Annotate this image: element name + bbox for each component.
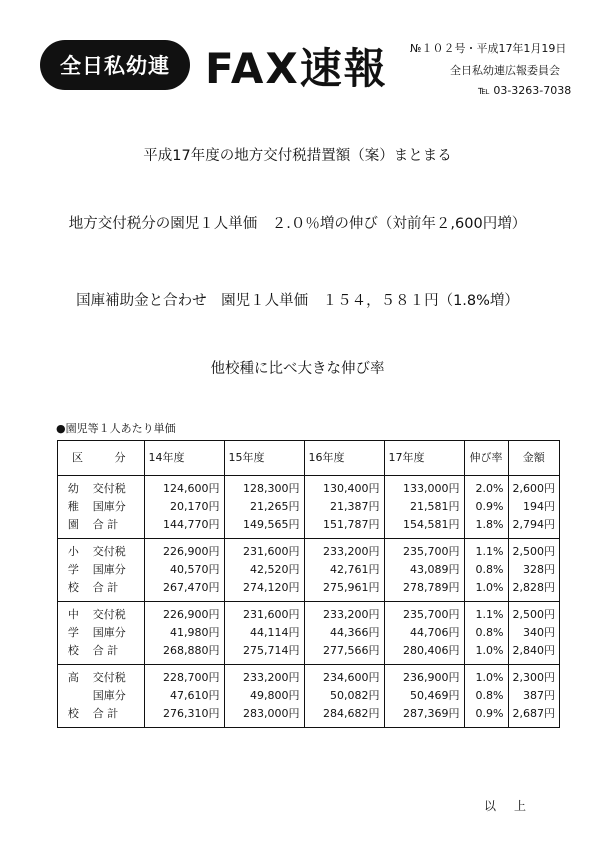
row-kind: 交付税 — [89, 539, 144, 562]
issue-line: №１０２号・平成17年1月19日 — [410, 42, 567, 55]
cell: 40,570円 — [144, 561, 224, 579]
cell: 2,794円 — [508, 516, 560, 539]
cell: 1.0% — [464, 579, 508, 602]
headline-4: 他校種に比べ大きな伸び率 — [210, 361, 385, 377]
cell: 124,600円 — [144, 476, 224, 499]
closing-mark: 以上 — [484, 799, 545, 813]
cell: 233,200円 — [304, 602, 384, 625]
table-row — [58, 498, 560, 516]
cell: 226,900円 — [144, 602, 224, 625]
column-header: 16年度 — [304, 441, 384, 476]
row-kind: 合 計 — [89, 705, 144, 728]
cell: 42,520円 — [224, 561, 304, 579]
table-caption: ●園児等１人あたり単価 — [56, 422, 176, 435]
category-char: 幼 — [58, 476, 89, 499]
headline-2: 地方交付税分の園児１人単価 ２.０％増の伸び（対前年２,600円増） — [68, 216, 527, 232]
cell: 0.8% — [464, 624, 508, 642]
cell: 2,840円 — [508, 642, 560, 665]
cell: 2,500円 — [508, 602, 560, 625]
cell: 2,687円 — [508, 705, 560, 728]
row-kind: 交付税 — [89, 665, 144, 688]
cell: 1.1% — [464, 602, 508, 625]
cell: 50,469円 — [384, 687, 464, 705]
table-group — [58, 665, 560, 728]
cell: 20,170円 — [144, 498, 224, 516]
column-header: 14年度 — [144, 441, 224, 476]
row-kind: 合 計 — [89, 642, 144, 665]
cell: 2,600円 — [508, 476, 560, 499]
table-row — [58, 624, 560, 642]
cell: 21,581円 — [384, 498, 464, 516]
cell: 149,565円 — [224, 516, 304, 539]
publisher: 全日私幼連広報委員会 — [450, 64, 560, 77]
phone-icon: ℡ — [478, 84, 490, 97]
category-char: 校 — [58, 579, 89, 602]
table-header-row — [58, 441, 560, 476]
category-char: 稚 — [58, 498, 89, 516]
cell: 235,700円 — [384, 539, 464, 562]
cell: 277,566円 — [304, 642, 384, 665]
cell: 144,770円 — [144, 516, 224, 539]
cell: 226,900円 — [144, 539, 224, 562]
table-row — [58, 642, 560, 665]
cell: 47,610円 — [144, 687, 224, 705]
cell: 228,700円 — [144, 665, 224, 688]
cell: 231,600円 — [224, 602, 304, 625]
cell: 21,265円 — [224, 498, 304, 516]
column-header: 区 分 — [58, 441, 145, 476]
table-row — [58, 665, 560, 688]
cell: 236,900円 — [384, 665, 464, 688]
document-title: FAX速報 — [205, 44, 388, 93]
row-kind: 国庫分 — [92, 563, 126, 576]
table-row — [58, 602, 560, 625]
cell: 1.0% — [464, 665, 508, 688]
cell: 194円 — [508, 498, 560, 516]
row-kind: 合 計 — [89, 516, 144, 539]
organization-logo — [40, 40, 190, 90]
category-char: 校 — [58, 642, 89, 665]
table-row — [58, 705, 560, 728]
category-char: 高 — [58, 665, 89, 688]
cell: 2,300円 — [508, 665, 560, 688]
phone-line — [478, 84, 571, 97]
table-row — [58, 476, 560, 499]
category-char: 学 — [58, 624, 89, 642]
cell: 283,000円 — [224, 705, 304, 728]
cell: 235,700円 — [384, 602, 464, 625]
cell: 387円 — [508, 687, 560, 705]
cell: 268,880円 — [144, 642, 224, 665]
cell: 0.8% — [464, 687, 508, 705]
phone-number: 03-3263-7038 — [493, 84, 572, 97]
table-group — [58, 476, 560, 539]
cell: 130,400円 — [304, 476, 384, 499]
cell: 328円 — [508, 561, 560, 579]
cell: 2.0% — [464, 476, 508, 499]
row-kind: 国庫分 — [92, 689, 126, 702]
cell: 44,706円 — [384, 624, 464, 642]
category-char: 学 — [58, 561, 89, 579]
cell: 133,000円 — [384, 476, 464, 499]
table-row — [58, 579, 560, 602]
cell: 49,800円 — [224, 687, 304, 705]
column-header: 伸び率 — [464, 441, 508, 476]
cell: 154,581円 — [384, 516, 464, 539]
cell: 284,682円 — [304, 705, 384, 728]
cell: 50,082円 — [304, 687, 384, 705]
cell: 274,120円 — [224, 579, 304, 602]
cell: 41,980円 — [144, 624, 224, 642]
cell: 280,406円 — [384, 642, 464, 665]
category-char — [58, 687, 89, 705]
cell: 233,200円 — [224, 665, 304, 688]
row-kind: 交付税 — [92, 482, 126, 495]
category-char: 校 — [58, 705, 89, 728]
table-row — [58, 539, 560, 562]
cell: 275,961円 — [304, 579, 384, 602]
category-char: 中 — [58, 602, 89, 625]
logo-text: 全日私幼連 — [60, 54, 170, 78]
cell: 278,789円 — [384, 579, 464, 602]
headline-1: 平成17年度の地方交付税措置額（案）まとまる — [143, 148, 452, 164]
cell: 1.1% — [464, 539, 508, 562]
cell: 0.9% — [464, 705, 508, 728]
table-group — [58, 602, 560, 665]
table-row — [58, 516, 560, 539]
cell: 0.9% — [464, 498, 508, 516]
cell: 44,366円 — [304, 624, 384, 642]
cell: 340円 — [508, 624, 560, 642]
column-header: 金額 — [508, 441, 560, 476]
category-char: 小 — [58, 539, 89, 562]
column-header: 17年度 — [384, 441, 464, 476]
cell: 276,310円 — [144, 705, 224, 728]
cell: 0.8% — [464, 561, 508, 579]
cell: 44,114円 — [224, 624, 304, 642]
cell: 267,470円 — [144, 579, 224, 602]
cell: 2,500円 — [508, 539, 560, 562]
cell: 233,200円 — [304, 539, 384, 562]
cell: 1.8% — [464, 516, 508, 539]
column-header: 15年度 — [224, 441, 304, 476]
table-row — [58, 687, 560, 705]
cell: 151,787円 — [304, 516, 384, 539]
row-kind: 国庫分 — [92, 500, 126, 513]
row-kind: 国庫分 — [92, 626, 126, 639]
cell: 2,828円 — [508, 579, 560, 602]
cell: 287,369円 — [384, 705, 464, 728]
cell: 128,300円 — [224, 476, 304, 499]
category-char: 園 — [58, 516, 89, 539]
table-row — [58, 561, 560, 579]
cell: 21,387円 — [304, 498, 384, 516]
cell: 42,761円 — [304, 561, 384, 579]
cell: 1.0% — [464, 642, 508, 665]
cell: 231,600円 — [224, 539, 304, 562]
table-group — [58, 539, 560, 602]
row-kind: 交付税 — [89, 602, 144, 625]
cell: 43,089円 — [384, 561, 464, 579]
unit-price-table — [57, 440, 560, 728]
cell: 275,714円 — [224, 642, 304, 665]
cell: 234,600円 — [304, 665, 384, 688]
row-kind: 合 計 — [89, 579, 144, 602]
headline-3: 国庫補助金と合わせ 園児１人単価 １５４，５８１円（1.8%増） — [76, 293, 519, 309]
